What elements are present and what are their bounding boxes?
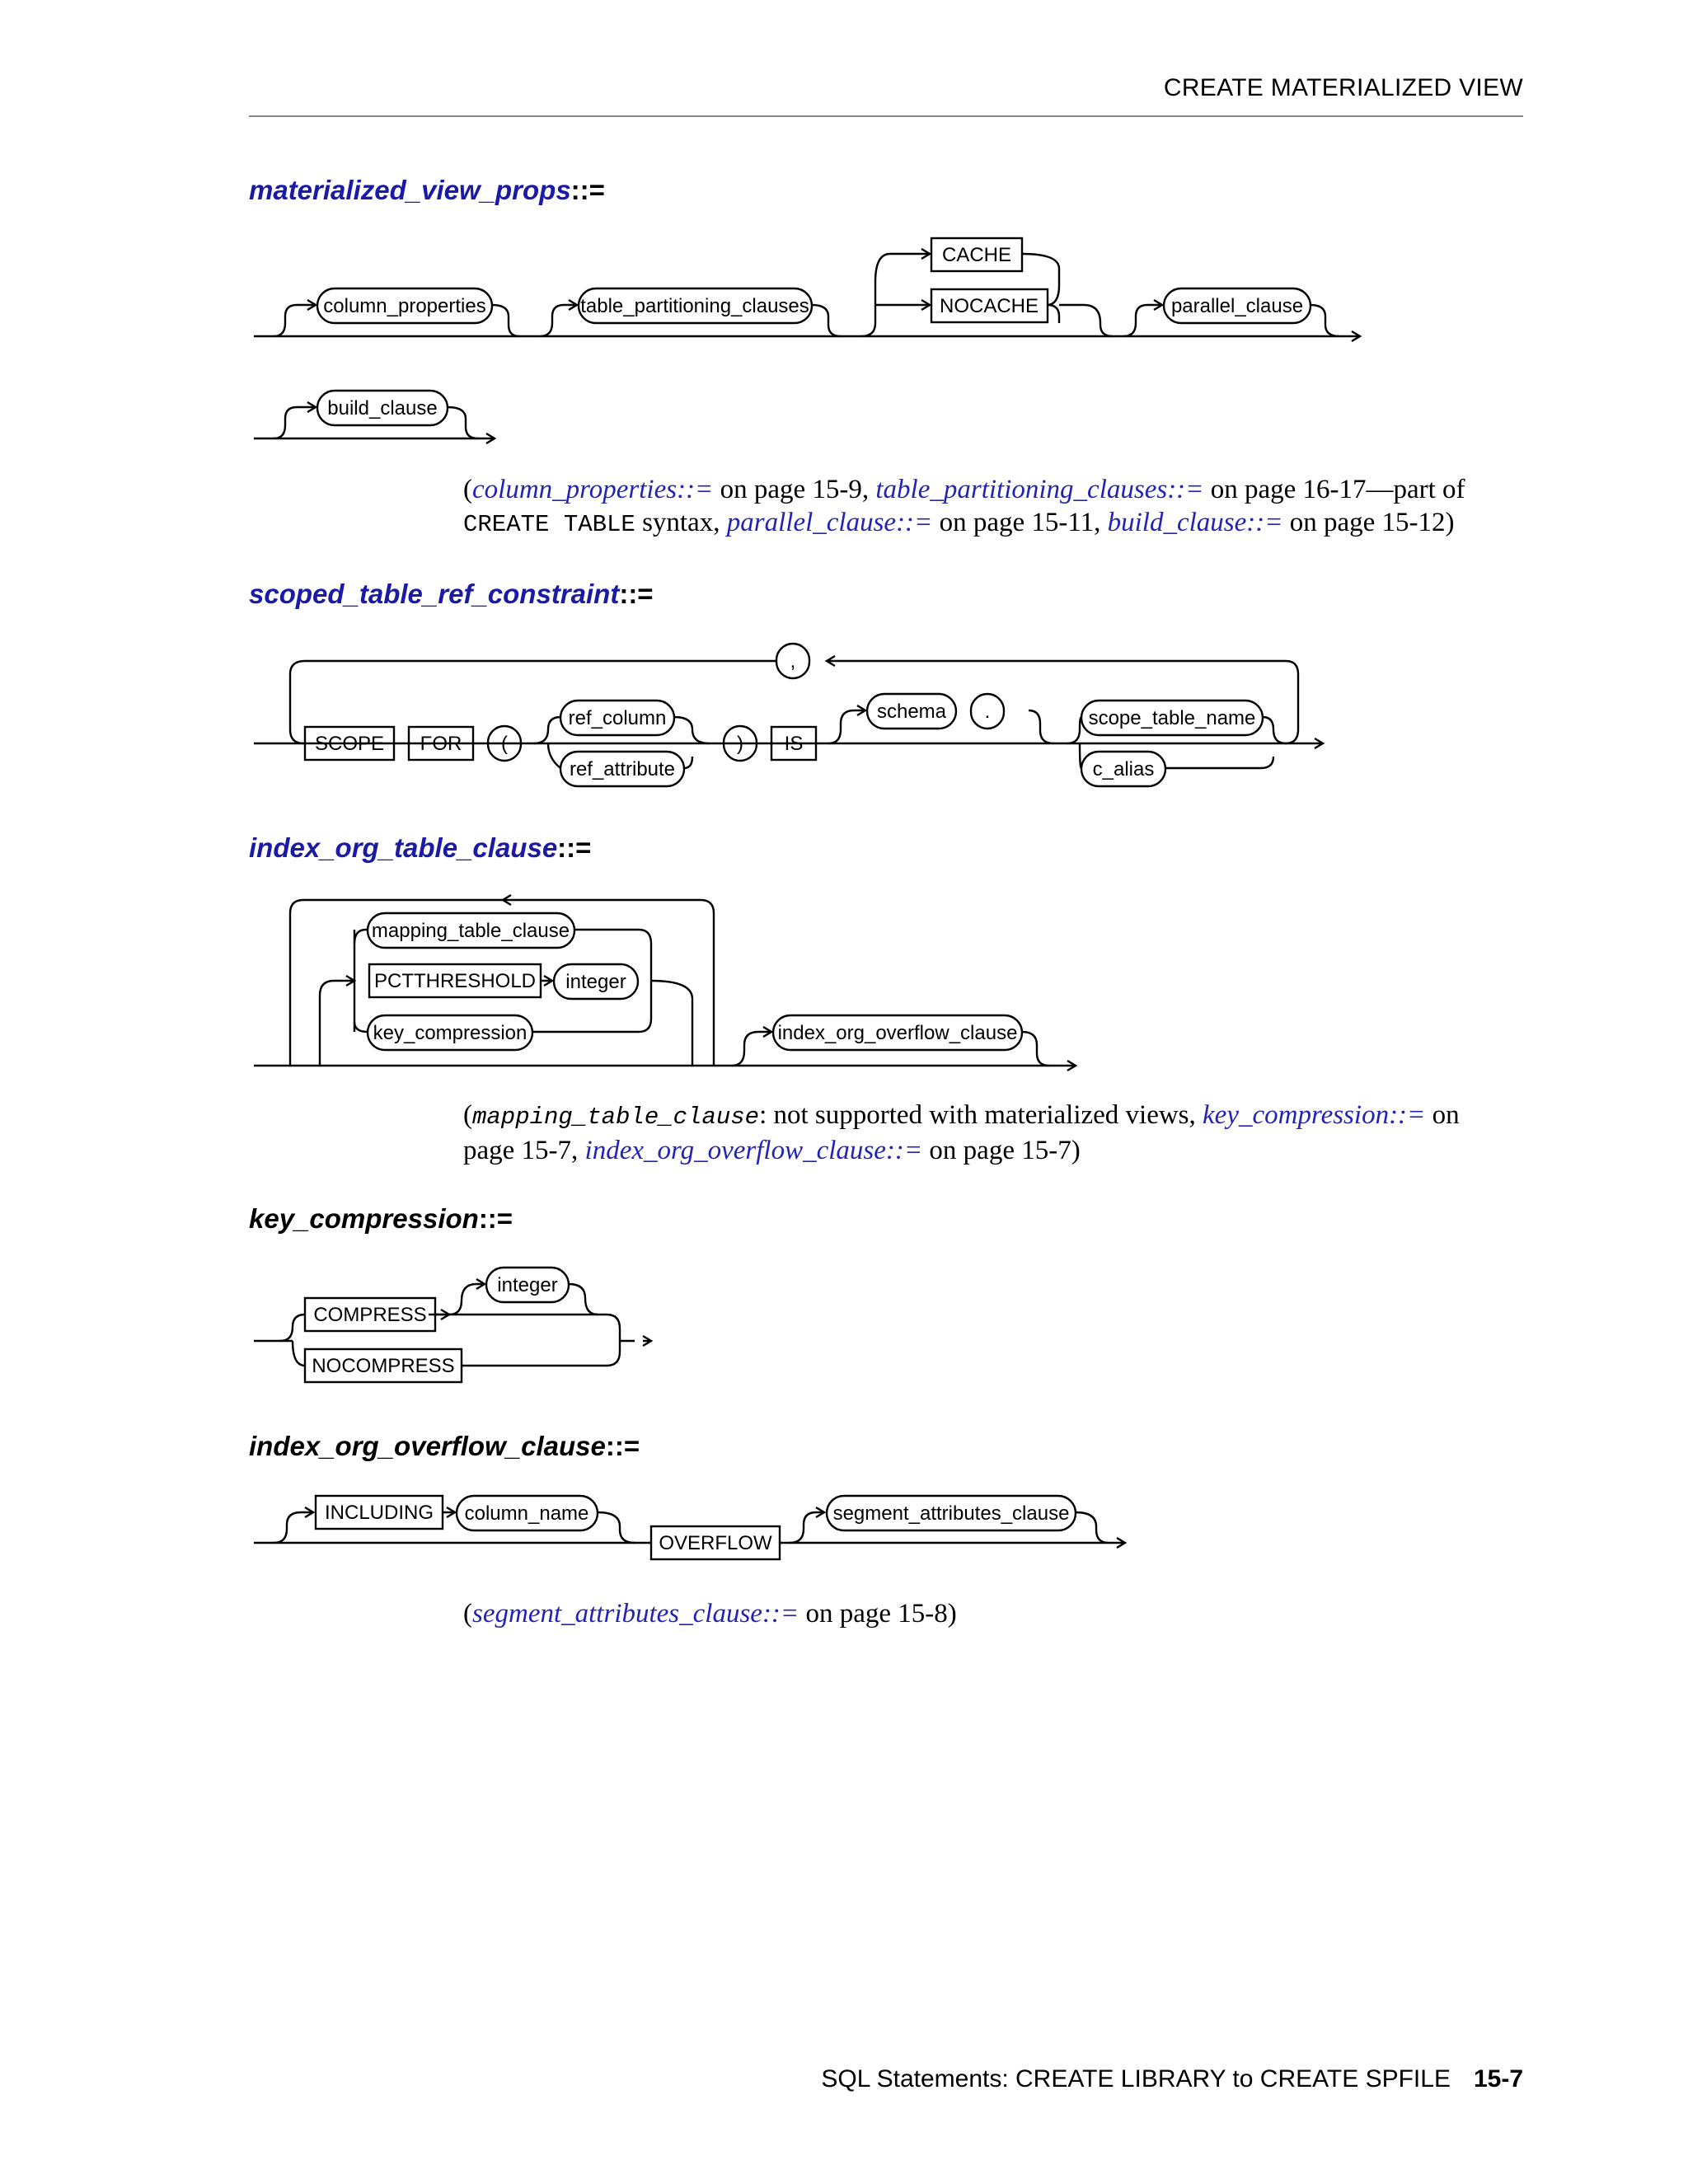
heading-name: key_compression bbox=[249, 1203, 479, 1234]
integer-label: integer bbox=[565, 971, 626, 993]
link-parallel-clause[interactable]: parallel_clause::= bbox=[726, 508, 933, 537]
heading-op: ::= bbox=[605, 1431, 640, 1461]
build-clause-label: build_clause bbox=[327, 397, 438, 419]
heading-op: ::= bbox=[478, 1203, 513, 1234]
running-header: CREATE MATERIALIZED VIEW bbox=[1163, 74, 1523, 101]
is-label: IS bbox=[784, 733, 804, 755]
link-key-compression[interactable]: key_compression::= bbox=[1203, 1100, 1426, 1130]
for-label: FOR bbox=[420, 733, 462, 755]
link-column-properties[interactable]: column_properties::= bbox=[472, 475, 714, 504]
index-org-overflow-clause-label: index_org_overflow_clause bbox=[777, 1022, 1018, 1044]
table-partitioning-clauses-label: table_partitioning_clauses bbox=[580, 295, 809, 317]
ref-column-label: ref_column bbox=[568, 707, 667, 729]
column-properties-label: column_properties bbox=[323, 295, 486, 317]
segment-attributes-clause-label: segment_attributes_clause bbox=[832, 1502, 1070, 1525]
nocache-label: NOCACHE bbox=[939, 295, 1039, 317]
comma-label: , bbox=[790, 650, 796, 673]
page-footer bbox=[821, 2065, 1523, 2093]
integer-label: integer bbox=[497, 1274, 558, 1296]
heading-op: ::= bbox=[619, 579, 654, 609]
heading-op: ::= bbox=[570, 175, 605, 205]
heading-op: ::= bbox=[557, 832, 592, 863]
ref-attribute-label: ref_attribute bbox=[569, 758, 676, 780]
heading-name: index_org_overflow_clause bbox=[249, 1431, 606, 1461]
compress-label: COMPRESS bbox=[313, 1304, 427, 1326]
page-number: 15-7 bbox=[1473, 2065, 1523, 2093]
link-table-partitioning-clauses[interactable]: table_partitioning_clauses::= bbox=[875, 475, 1204, 504]
cache-label: CACHE bbox=[941, 244, 1012, 266]
link-index-org-overflow-clause[interactable]: index_org_overflow_clause::= bbox=[584, 1136, 923, 1165]
schema-label: schema bbox=[876, 701, 947, 723]
note-index-org-table-clause: (mapping_table_clause: not supported with materialized views, key_compression::= on page 15-7, index_org_overflow_clause::= on page 15-7) bbox=[463, 1100, 1460, 1165]
link-segment-attributes-clause[interactable]: segment_attributes_clause::= bbox=[472, 1599, 799, 1629]
parallel-clause-label: parallel_clause bbox=[1170, 295, 1304, 317]
heading-name: materialized_view_props bbox=[249, 175, 571, 205]
dot-label: . bbox=[984, 701, 991, 723]
column-name-label: column_name bbox=[464, 1502, 589, 1525]
heading-name: index_org_table_clause bbox=[249, 832, 558, 863]
close-paren-label: ) bbox=[737, 733, 743, 755]
key-compression-label: key_compression bbox=[373, 1022, 528, 1044]
c-alias-label: c_alias bbox=[1092, 758, 1155, 780]
note-index-org-overflow-clause: (segment_attributes_clause::= on page 15-8) bbox=[463, 1599, 957, 1629]
iooc-including-arrow bbox=[443, 1507, 455, 1517]
mapping-table-clause-label: mapping_table_clause bbox=[371, 920, 570, 942]
pctthreshold-label: PCTTHRESHOLD bbox=[373, 970, 537, 992]
scope-table-name-label: scope_table_name bbox=[1088, 707, 1256, 729]
note-materialized-view-props: (column_properties::= on page 15-9, table_partitioning_clauses::= on page 16-17—part of CREATE TABLE syntax, parallel_clause::= on page 15-11, build_clause::= on page 15-12) bbox=[463, 475, 1465, 538]
overflow-label: OVERFLOW bbox=[659, 1532, 772, 1554]
heading-name: scoped_table_ref_constraint bbox=[249, 579, 620, 609]
footer-text: SQL Statements: CREATE LIBRARY to CREATE SPFILE bbox=[821, 2065, 1451, 2093]
including-label: INCLUDING bbox=[324, 1502, 434, 1524]
scope-label: SCOPE bbox=[314, 733, 385, 755]
nocompress-label: NOCOMPRESS bbox=[312, 1355, 455, 1377]
open-paren-label: ( bbox=[501, 733, 508, 755]
link-build-clause[interactable]: build_clause::= bbox=[1107, 508, 1283, 537]
